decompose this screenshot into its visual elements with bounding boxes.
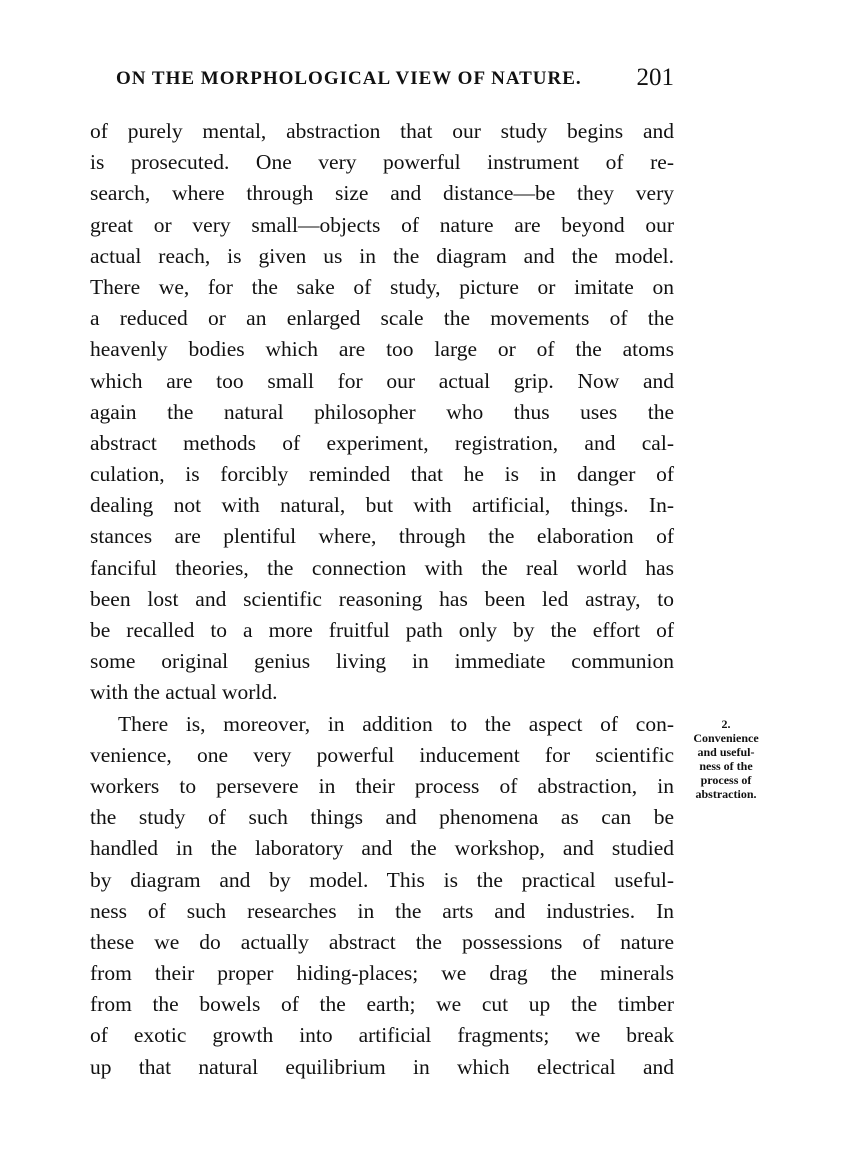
margin-note-line: process of xyxy=(700,773,752,787)
page-number: 201 xyxy=(636,64,674,91)
text-line: fanciful theories, the connection with the real world has xyxy=(90,555,674,580)
text-line: from the bowels of the earth; we cut up the timber xyxy=(90,992,674,1017)
text-line: handled in the laboratory and the workshop, and studied xyxy=(90,836,674,861)
text-line: search, where through size and distance—be they very xyxy=(90,181,674,206)
text-line: be recalled to a more fruitful path only by the effort of xyxy=(90,618,674,642)
text-line: ness of such researches in the arts and industries. In xyxy=(90,898,674,923)
text-line: is prosecuted. One very powerful instrument of re- xyxy=(90,150,674,175)
text-line: dealing not with natural, but with artificial, things. In- xyxy=(90,493,674,518)
text-line: great or very small—objects of nature are beyond our xyxy=(90,212,674,237)
text-line: which are too small for our actual grip. Now and xyxy=(90,368,674,393)
text-line: culation, is forcibly reminded that he is in danger of xyxy=(90,462,674,487)
text-line: with the actual world. xyxy=(90,680,278,705)
text-line: of purely mental, abstraction that our study begins and xyxy=(90,119,674,143)
text-line: up that natural equilibrium in which electrical and xyxy=(90,1054,674,1079)
text-line: venience, one very powerful inducement for scientific xyxy=(90,742,674,767)
text-line: some original genius living in immediate communion xyxy=(90,649,674,674)
text-line: the study of such things and phenomena as can be xyxy=(90,805,674,830)
text-line: again the natural philosopher who thus uses the xyxy=(90,399,674,424)
text-line: stances are plentiful where, through the elaboration of xyxy=(90,524,674,549)
margin-note-line: and useful- xyxy=(697,745,755,759)
text-line: heavenly bodies which are too large or of the atoms xyxy=(90,337,674,362)
text-line: abstract methods of experiment, registration, and cal- xyxy=(90,430,674,455)
running-title: ON THE MORPHOLOGICAL VIEW OF NATURE. xyxy=(116,68,582,89)
text-line: by diagram and by model. This is the practical useful- xyxy=(90,867,674,892)
margin-note-line: ness of the xyxy=(699,759,753,773)
text-line: a reduced or an enlarged scale the movements of the xyxy=(90,306,674,331)
margin-note-number: 2. xyxy=(721,717,731,731)
running-head xyxy=(90,64,674,98)
margin-note xyxy=(680,717,772,801)
text-line: actual reach, is given us in the diagram and the model. xyxy=(90,243,674,268)
text-line: There is, moreover, in addition to the aspect of con- xyxy=(118,711,674,736)
text-line: these we do actually abstract the possessions of nature xyxy=(90,929,674,954)
text-line: of exotic growth into artificial fragments; we break xyxy=(90,1023,674,1048)
text-line: There we, for the sake of study, picture or imitate on xyxy=(90,274,674,299)
text-line: been lost and scientific reasoning has been led astray, to xyxy=(90,586,674,611)
margin-note-line: Convenience xyxy=(693,731,759,745)
margin-note-line: abstraction. xyxy=(695,787,757,801)
text-line: workers to persevere in their process of abstraction, in xyxy=(90,773,674,798)
body-text xyxy=(90,116,674,1083)
text-line: from their proper hiding-places; we drag the minerals xyxy=(90,961,674,986)
